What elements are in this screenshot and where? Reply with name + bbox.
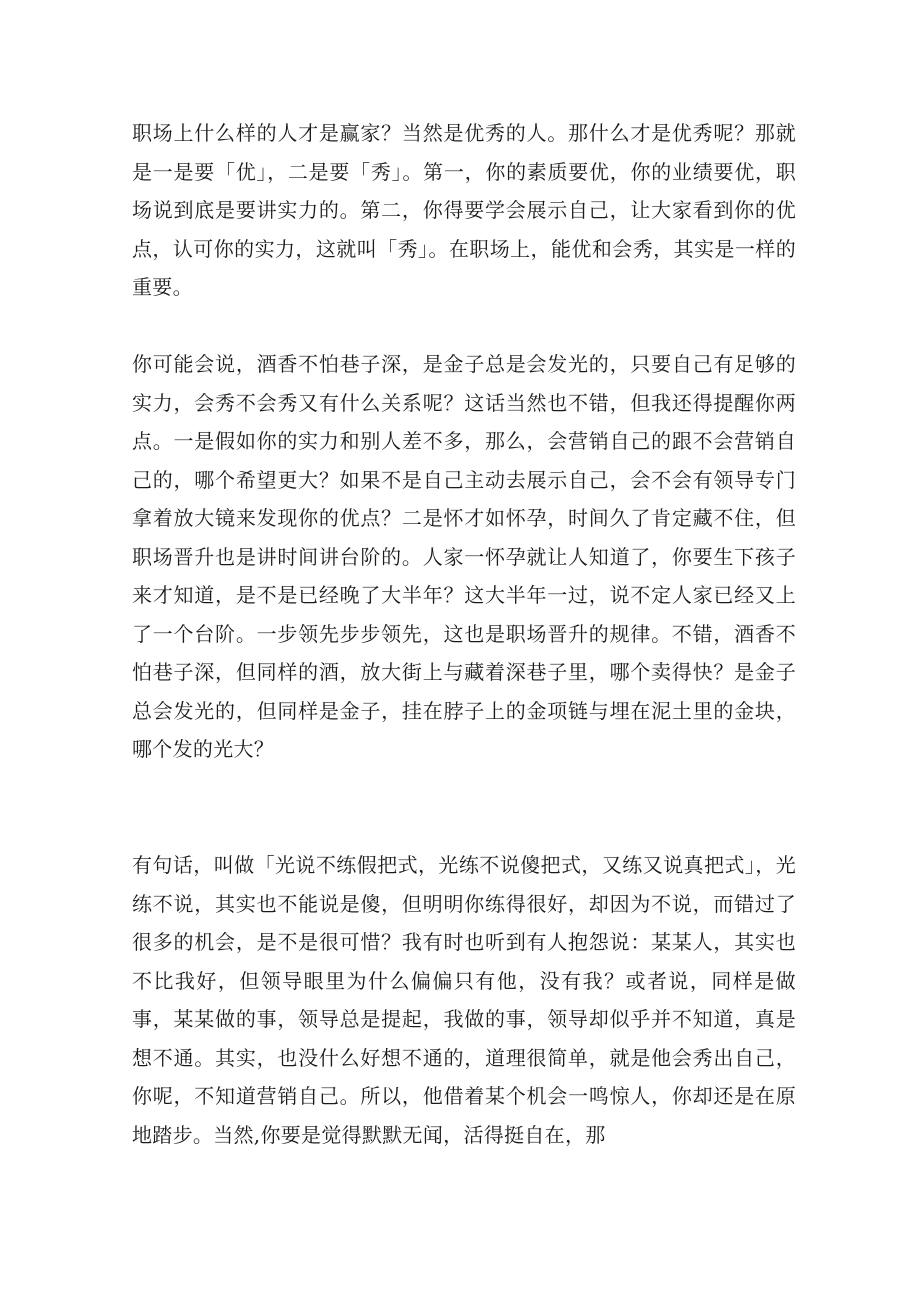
- paragraph-2: 你可能会说，酒香不怕巷子深，是金子总是会发光的，只要自己有足够的实力，会秀不会秀又有什么关系呢？这话当然也不错，但我还得提醒你两点。一是假如你的实力和别人差不多，那么，会营销自己的跟不会营销自己的，哪个希望更大？如果不是自己主动去展示自己，会不会有领导专门拿着放大镜来发现你的优点？二是怀才如怀孕，时间久了肯定藏不住，但职场晋升也是讲时间讲台阶的。人家一怀孕就让人知道了，你要生下孩子来才知道，是不是已经晚了大半年？这大半年一过，说不定人家已经又上了一个台阶。一步领先步步领先，这也是职场晋升的规律。不错，酒香不怕巷子深，但同样的酒，放大街上与藏着深巷子里，哪个卖得快？是金子总会发光的，但同样是金子，挂在脖子上的金项链与埋在泥土里的金块，哪个发的光大？: [132, 352, 796, 761]
- paragraph-3: 有句话，叫做「光说不练假把式，光练不说傻把式，又练又说真把式」，光练不说，其实也不能说是傻，但明明你练得很好，却因为不说，而错过了很多的机会，是不是很可惜？我有时也听到有人抱怨说：某某人，其实也不比我好，但领导眼里为什么偏偏只有他，没有我？或者说，同样是做事，某某做的事，领导总是提起，我做的事，领导却似乎并不知道，真是想不通。其实，也没什么好想不通的，道理很简单，就是他会秀出自己，你呢，不知道营销自己。所以，他借着某个机会一鸣惊人，你却还是在原地踏步。当然,你要是觉得默默无闻，活得挺自在，那: [132, 853, 796, 1147]
- paragraph-1: 职场上什么样的人才是赢家？当然是优秀的人。那什么才是优秀呢？那就是一是要「优」，二是要「秀」。第一，你的素质要优，你的业绩要优，职场说到底是要讲实力的。第二，你得要学会展示自己，让大家看到你的优点，认可你的实力，这就叫「秀」。在职场上，能优和会秀，其实是一样的重要。: [132, 121, 796, 299]
